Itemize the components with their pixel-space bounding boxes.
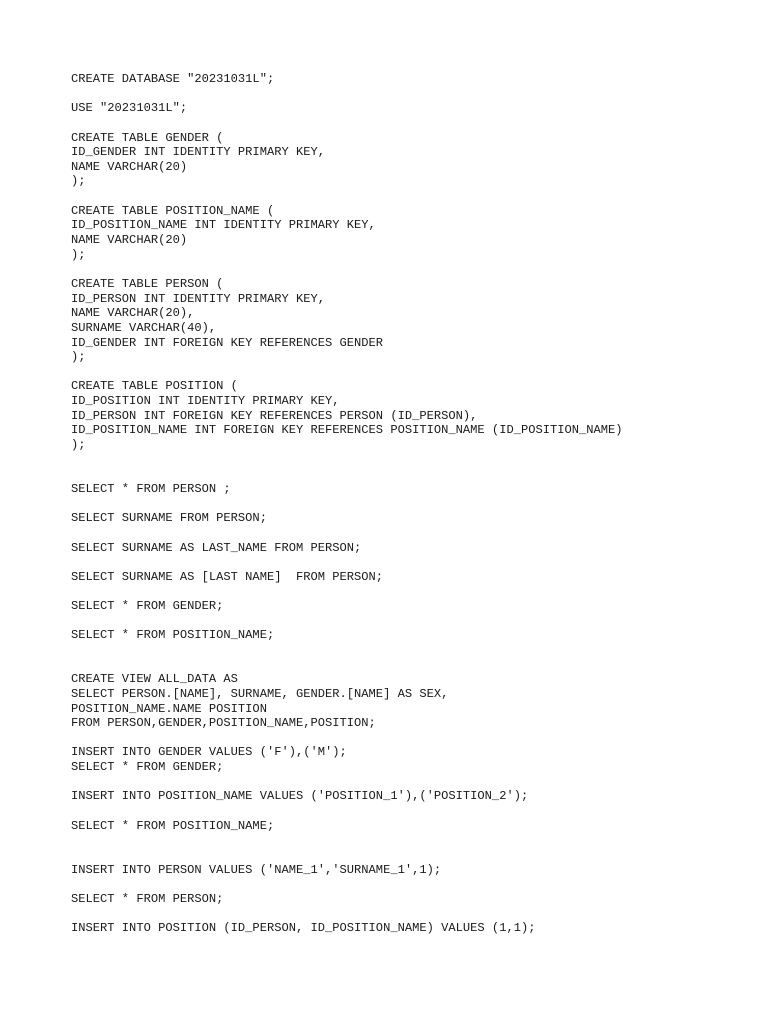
code-line — [71, 116, 751, 131]
code-line: SELECT SURNAME FROM PERSON; — [71, 511, 267, 526]
code-line: INSERT INTO PERSON VALUES ('NAME_1','SURNAME_1',1); — [71, 862, 442, 877]
code-line: SELECT * FROM PERSON ; — [71, 481, 231, 496]
code-line — [71, 804, 751, 819]
code-line — [71, 189, 751, 204]
code-line: INSERT INTO GENDER VALUES ('F'),('M'); — [71, 745, 347, 760]
code-line — [71, 877, 751, 892]
code-line — [71, 643, 751, 658]
code-line — [71, 658, 751, 673]
code-line: SELECT * FROM GENDER; — [71, 599, 224, 614]
code-line: POSITION_NAME.NAME POSITION — [71, 701, 267, 716]
code-line: SELECT * FROM POSITION_NAME; — [71, 628, 275, 643]
code-line: USE "20231031L"; — [71, 101, 188, 116]
code-line — [71, 365, 751, 380]
code-line — [71, 907, 751, 922]
code-line: ); — [71, 438, 86, 453]
code-line: ); — [71, 350, 86, 365]
code-line: INSERT INTO POSITION_NAME VALUES ('POSITION_1'),('POSITION_2'); — [71, 789, 529, 804]
code-line — [71, 87, 751, 102]
code-line — [71, 848, 751, 863]
code-line: SELECT * FROM GENDER; — [71, 760, 224, 775]
code-line: ID_GENDER INT FOREIGN KEY REFERENCES GENDER — [71, 335, 384, 350]
code-line: SELECT * FROM PERSON; — [71, 891, 224, 906]
code-line: ); — [71, 247, 86, 262]
code-line: ID_POSITION_NAME INT IDENTITY PRIMARY KEY, — [71, 218, 376, 233]
code-line: NAME VARCHAR(20) — [71, 233, 188, 248]
code-line: SELECT * FROM POSITION_NAME; — [71, 818, 275, 833]
code-line — [71, 731, 751, 746]
code-line: ID_POSITION INT IDENTITY PRIMARY KEY, — [71, 394, 340, 409]
code-line — [71, 555, 751, 570]
code-line — [71, 262, 751, 277]
code-line — [71, 584, 751, 599]
code-line: ); — [71, 174, 86, 189]
sql-script-text — [71, 72, 751, 936]
code-line: CREATE TABLE PERSON ( — [71, 276, 224, 291]
code-line: CREATE TABLE POSITION ( — [71, 379, 238, 394]
code-line — [71, 526, 751, 541]
code-line: ID_POSITION_NAME INT FOREIGN KEY REFERENCES POSITION_NAME (ID_POSITION_NAME) — [71, 423, 623, 438]
code-line: SELECT SURNAME AS [LAST NAME] FROM PERSON; — [71, 569, 384, 584]
code-line — [71, 833, 751, 848]
code-line: ID_PERSON INT IDENTITY PRIMARY KEY, — [71, 291, 326, 306]
code-line: NAME VARCHAR(20), — [71, 306, 195, 321]
code-line: CREATE DATABASE "20231031L"; — [71, 72, 275, 86]
code-line — [71, 614, 751, 629]
code-line: SELECT PERSON.[NAME], SURNAME, GENDER.[NAME] AS SEX, — [71, 686, 449, 701]
code-line: SURNAME VARCHAR(40), — [71, 320, 217, 335]
code-line: SELECT SURNAME AS LAST_NAME FROM PERSON; — [71, 540, 362, 555]
code-line: CREATE TABLE POSITION_NAME ( — [71, 203, 275, 218]
code-line: CREATE TABLE GENDER ( — [71, 130, 224, 145]
code-line: NAME VARCHAR(20) — [71, 159, 188, 174]
code-line — [71, 467, 751, 482]
code-line: FROM PERSON,GENDER,POSITION_NAME,POSITION; — [71, 716, 376, 731]
code-line: CREATE VIEW ALL_DATA AS — [71, 672, 238, 687]
code-line: ID_PERSON INT FOREIGN KEY REFERENCES PERSON (ID_PERSON), — [71, 408, 478, 423]
code-line: INSERT INTO POSITION (ID_PERSON, ID_POSITION_NAME) VALUES (1,1); — [71, 921, 536, 936]
code-line — [71, 453, 751, 468]
code-line — [71, 775, 751, 790]
code-line — [71, 497, 751, 512]
code-line: ID_GENDER INT IDENTITY PRIMARY KEY, — [71, 145, 326, 160]
